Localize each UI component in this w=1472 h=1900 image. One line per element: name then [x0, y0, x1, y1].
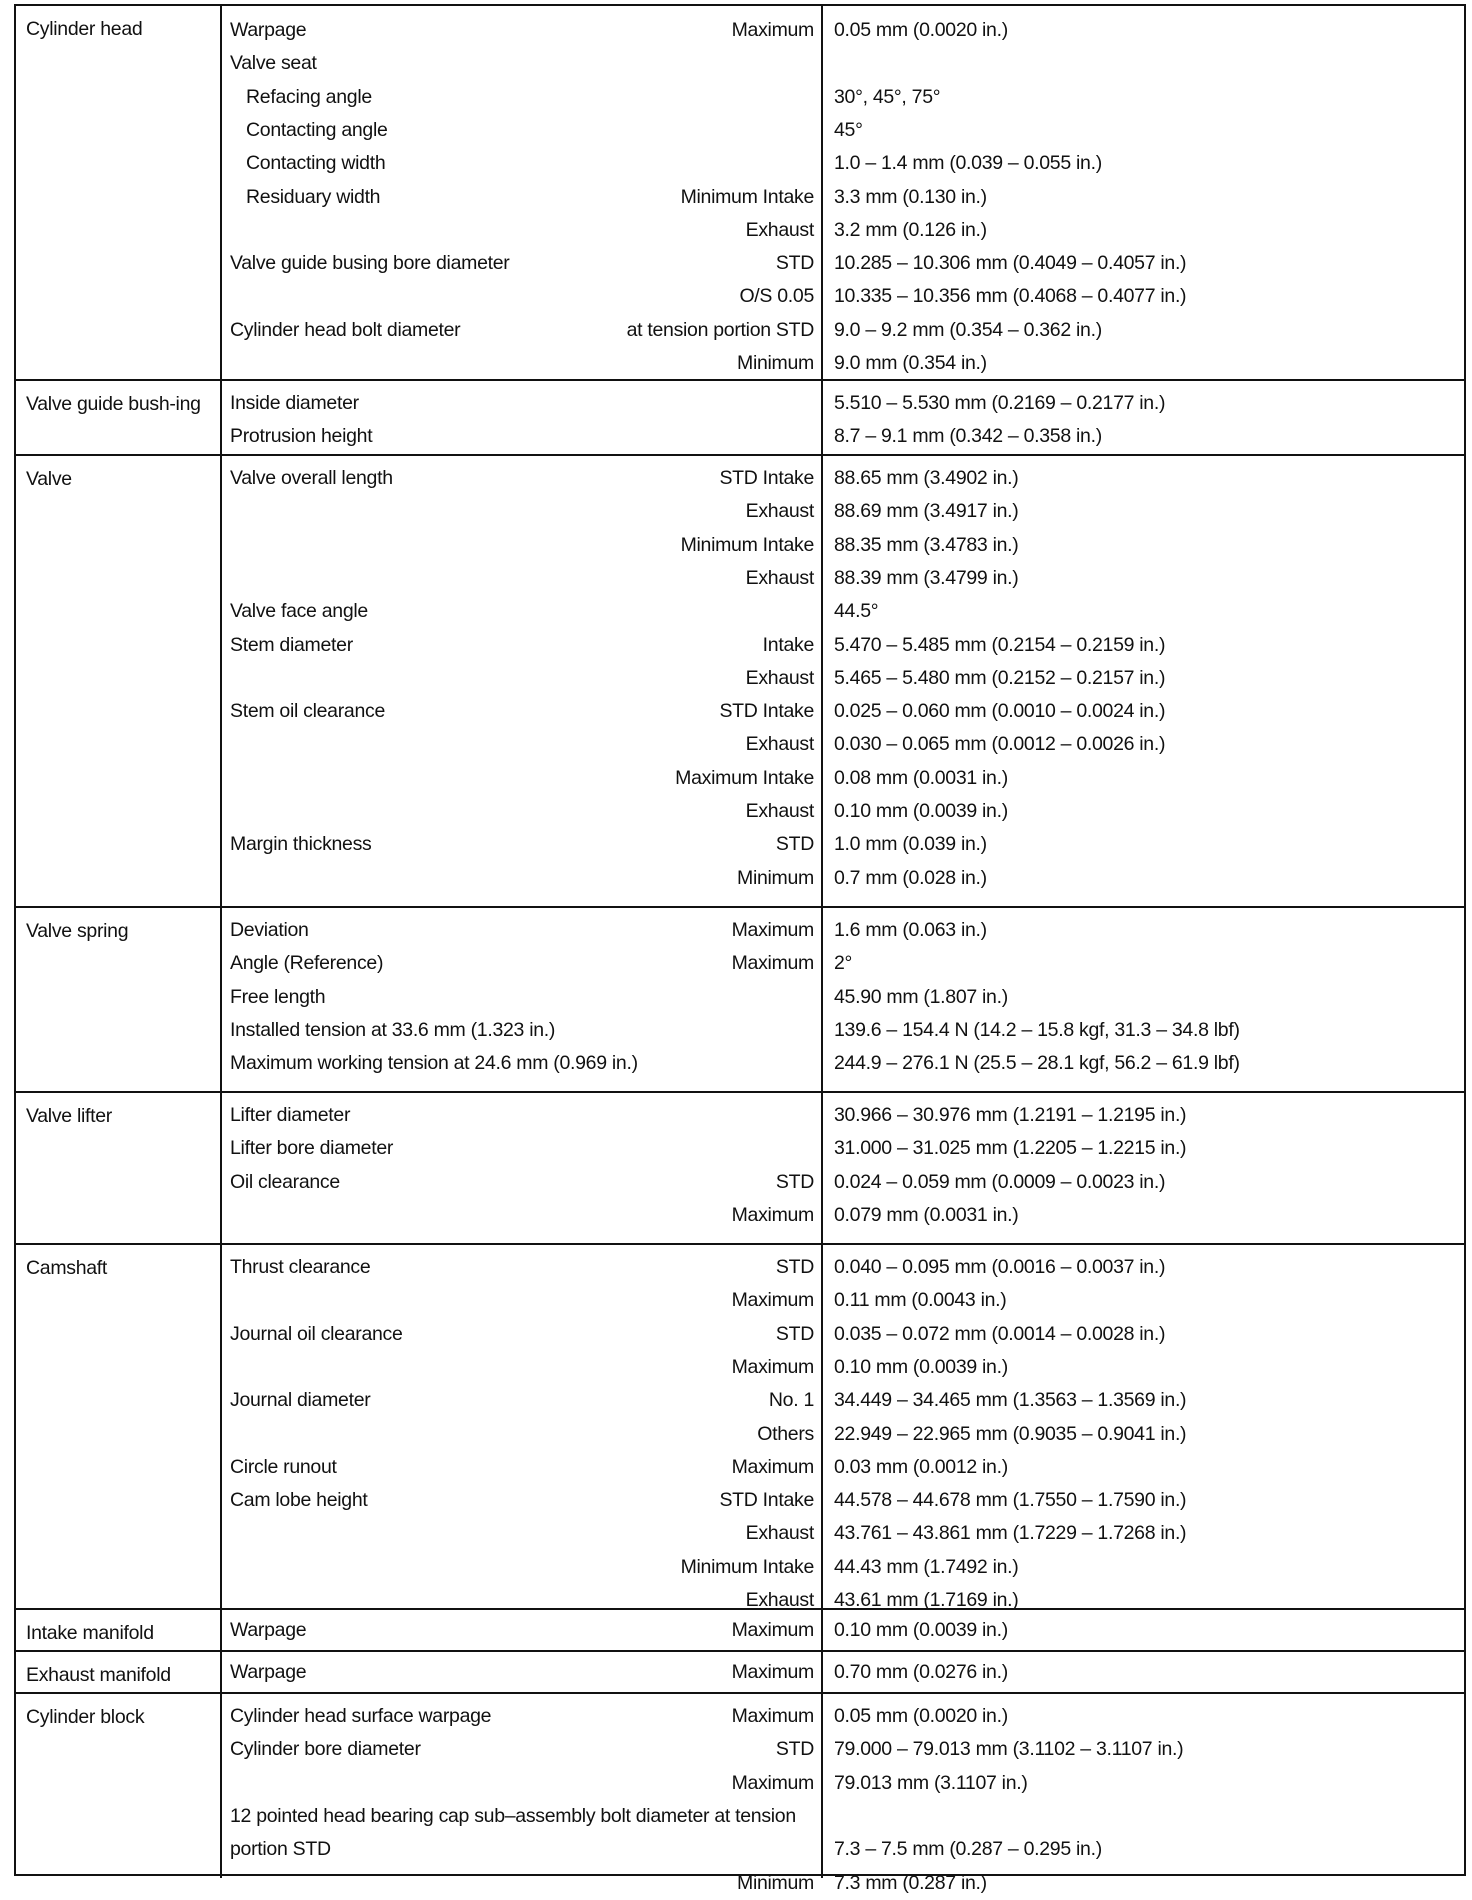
spec-row	[16, 181, 1464, 214]
spec-value: 43.761 – 43.861 mm (1.7229 – 1.7268 in.)	[834, 1522, 1187, 1545]
spec-row	[16, 1251, 1464, 1284]
spec-qualifier: STD Intake	[719, 700, 814, 723]
spec-value: 22.949 – 22.965 mm (0.9035 – 0.9041 in.)	[834, 1422, 1187, 1445]
spec-value: 88.39 mm (3.4799 in.)	[834, 566, 1019, 589]
spec-item: Cylinder bore diameter	[230, 1738, 421, 1761]
spec-item: Inside diameter	[230, 392, 359, 414]
spec-item: Refacing angle	[246, 85, 372, 108]
spec-value: 44.5°	[834, 600, 879, 623]
spec-qualifier: Maximum	[731, 1705, 814, 1727]
spec-qualifier: Exhaust	[745, 1589, 814, 1611]
spec-item: Contacting angle	[246, 118, 388, 141]
spec-item: Circle runout	[230, 1455, 337, 1478]
spec-value: 3.2 mm (0.126 in.)	[834, 218, 987, 241]
spec-value: 0.10 mm (0.0039 in.)	[834, 1355, 1008, 1378]
spec-qualifier: STD	[775, 252, 814, 275]
spec-row	[16, 595, 1464, 628]
spec-row	[16, 762, 1464, 795]
spec-item: Thrust clearance	[230, 1256, 371, 1278]
spec-item: Valve guide busing bore diameter	[230, 252, 510, 275]
spec-section	[16, 1608, 1464, 1650]
spec-value: 9.0 – 9.2 mm (0.354 – 0.362 in.)	[834, 318, 1102, 341]
spec-qualifier: Maximum	[731, 19, 814, 41]
spec-section	[16, 1091, 1464, 1243]
spec-qualifier: Intake	[762, 633, 814, 656]
spec-item: Residuary width	[246, 185, 381, 208]
spec-value: 0.08 mm (0.0031 in.)	[834, 766, 1008, 789]
spec-section	[16, 1650, 1464, 1692]
spec-qualifier: Maximum	[731, 1771, 814, 1794]
spec-value: 88.35 mm (3.4783 in.)	[834, 533, 1019, 556]
spec-value: 0.024 – 0.059 mm (0.0009 – 0.0023 in.)	[834, 1170, 1166, 1193]
spec-section	[16, 906, 1464, 1091]
spec-qualifier: Maximum	[731, 919, 814, 941]
spec-item: Free length	[230, 985, 326, 1008]
spec-value: 5.470 – 5.485 mm (0.2154 – 0.2159 in.)	[834, 633, 1166, 656]
spec-row	[16, 1047, 1464, 1080]
spec-qualifier: STD Intake	[719, 467, 814, 489]
spec-row	[16, 247, 1464, 280]
spec-row	[16, 1384, 1464, 1417]
spec-item: Cylinder head surface warpage	[230, 1705, 492, 1727]
spec-value: 0.05 mm (0.0020 in.)	[834, 1705, 1008, 1727]
spec-qualifier: Exhaust	[745, 666, 814, 689]
spec-row	[16, 629, 1464, 662]
spec-row	[16, 1800, 1464, 1866]
spec-item: Lifter diameter	[230, 1104, 351, 1126]
spec-row	[16, 562, 1464, 595]
spec-row	[16, 529, 1464, 562]
spec-qualifier: Others	[757, 1422, 814, 1445]
spec-value: 0.03 mm (0.0012 in.)	[834, 1455, 1008, 1478]
spec-value: 7.3 – 7.5 mm (0.287 – 0.295 in.)	[834, 1837, 1102, 1860]
spec-value: 10.285 – 10.306 mm (0.4049 – 0.4057 in.)	[834, 252, 1187, 275]
spec-value: 88.65 mm (3.4902 in.)	[834, 467, 1019, 489]
spec-row	[16, 214, 1464, 247]
spec-value: 0.10 mm (0.0039 in.)	[834, 800, 1008, 822]
spec-value: 0.70 mm (0.0276 in.)	[834, 1661, 1008, 1683]
spec-qualifier: Maximum	[731, 1355, 814, 1378]
spec-value: 8.7 – 9.1 mm (0.342 – 0.358 in.)	[834, 425, 1102, 447]
spec-row	[16, 147, 1464, 180]
spec-value: 5.510 – 5.530 mm (0.2169 – 0.2177 in.)	[834, 392, 1166, 414]
spec-row	[16, 1451, 1464, 1484]
spec-value: 31.000 – 31.025 mm (1.2205 – 1.2215 in.)	[834, 1137, 1187, 1160]
spec-row	[16, 1551, 1464, 1584]
spec-item: Protrusion height	[230, 425, 373, 447]
spec-value: 0.05 mm (0.0020 in.)	[834, 19, 1008, 41]
spec-item: Cam lobe height	[230, 1489, 368, 1512]
spec-item: Contacting width	[246, 152, 386, 175]
spec-item: Valve overall length	[230, 467, 393, 489]
spec-item: 12 pointed head bearing cap sub–assembly bolt diameter at tension portion STD	[230, 1804, 796, 1860]
spec-section	[16, 1692, 1464, 1894]
spec-value: 0.079 mm (0.0031 in.)	[834, 1203, 1019, 1226]
spec-value: 0.11 mm (0.0043 in.)	[834, 1289, 1007, 1312]
spec-item: Installed tension at 33.6 mm (1.323 in.)	[230, 1018, 556, 1041]
spec-row	[16, 14, 1464, 47]
spec-qualifier: Exhaust	[745, 800, 814, 822]
spec-value: 244.9 – 276.1 N (25.5 – 28.1 kgf, 56.2 – 61.9 lbf)	[834, 1052, 1240, 1075]
spec-row	[16, 1199, 1464, 1232]
spec-row	[16, 1284, 1464, 1317]
spec-qualifier: STD	[775, 1738, 814, 1761]
spec-qualifier: Exhaust	[745, 566, 814, 589]
spec-item: Valve seat	[230, 52, 317, 75]
spec-item: Maximum working tension at 24.6 mm (0.969 in.)	[230, 1052, 638, 1075]
spec-row	[16, 1700, 1464, 1733]
spec-qualifier: Exhaust	[745, 1522, 814, 1545]
spec-item: Stem oil clearance	[230, 700, 386, 723]
spec-row	[16, 1418, 1464, 1451]
spec-qualifier: STD	[775, 833, 814, 856]
spec-qualifier: Minimum	[737, 352, 814, 374]
spec-row	[16, 47, 1464, 80]
spec-item: Deviation	[230, 919, 309, 941]
spec-qualifier: Minimum Intake	[680, 533, 814, 556]
spec-item: Warpage	[230, 19, 307, 41]
spec-value: 139.6 – 154.4 N (14.2 – 15.8 kgf, 31.3 – 34.8 lbf)	[834, 1018, 1240, 1041]
spec-value: 34.449 – 34.465 mm (1.3563 – 1.3569 in.)	[834, 1389, 1187, 1412]
component-name: Cylinder head	[26, 18, 143, 40]
spec-qualifier: STD Intake	[719, 1489, 814, 1512]
spec-row	[16, 795, 1464, 828]
spec-value: 9.0 mm (0.354 in.)	[834, 352, 987, 374]
spec-qualifier: Exhaust	[745, 218, 814, 241]
spec-qualifier: STD	[775, 1322, 814, 1345]
spec-row	[16, 280, 1464, 313]
spec-row	[16, 114, 1464, 147]
spec-value: 5.465 – 5.480 mm (0.2152 – 0.2157 in.)	[834, 666, 1166, 689]
component-name: Valve guide bush-ing	[26, 393, 201, 415]
spec-value: 0.7 mm (0.028 in.)	[834, 866, 987, 889]
spec-qualifier: Maximum Intake	[675, 766, 814, 789]
spec-value: 79.013 mm (3.1107 in.)	[834, 1771, 1028, 1794]
spec-row	[16, 662, 1464, 695]
spec-qualifier: Minimum	[737, 866, 814, 889]
spec-qualifier: at tension portion STD	[626, 318, 814, 341]
spec-value: 0.10 mm (0.0039 in.)	[834, 1619, 1008, 1641]
component-name: Intake manifold	[26, 1622, 154, 1644]
spec-row	[16, 1656, 1464, 1689]
spec-item: Lifter bore diameter	[230, 1137, 394, 1160]
spec-value: 2°	[834, 952, 853, 975]
spec-qualifier: Exhaust	[745, 500, 814, 523]
spec-row	[16, 1517, 1464, 1550]
spec-value: 3.3 mm (0.130 in.)	[834, 185, 987, 208]
spec-row	[16, 947, 1464, 980]
spec-qualifier: Maximum	[731, 1203, 814, 1226]
spec-row	[16, 981, 1464, 1014]
spec-item: Angle (Reference)	[230, 952, 384, 975]
spec-value: 0.030 – 0.065 mm (0.0012 – 0.0026 in.)	[834, 733, 1166, 756]
spec-row	[16, 387, 1464, 420]
spec-value: 43.61 mm (1.7169 in.)	[834, 1589, 1019, 1611]
spec-qualifier: Maximum	[731, 1455, 814, 1478]
spec-table	[14, 4, 1466, 1894]
spec-row	[16, 1099, 1464, 1132]
spec-value: 1.0 mm (0.039 in.)	[834, 833, 987, 856]
spec-row	[16, 1351, 1464, 1384]
spec-row	[16, 420, 1464, 453]
spec-value: 1.0 – 1.4 mm (0.039 – 0.055 in.)	[834, 152, 1102, 175]
spec-row	[16, 914, 1464, 947]
spec-qualifier: Minimum Intake	[680, 185, 814, 208]
component-name: Cylinder block	[26, 1706, 145, 1728]
spec-item: Margin thickness	[230, 833, 372, 856]
spec-row	[16, 462, 1464, 495]
spec-value: 30°, 45°, 75°	[834, 85, 941, 108]
spec-section	[16, 454, 1464, 906]
spec-value: 88.69 mm (3.4917 in.)	[834, 500, 1019, 523]
spec-qualifier: Maximum	[731, 952, 814, 975]
spec-row	[16, 1132, 1464, 1165]
spec-row	[16, 1767, 1464, 1800]
component-name: Camshaft	[26, 1257, 108, 1279]
spec-section	[16, 6, 1464, 379]
spec-value: 44.43 mm (1.7492 in.)	[834, 1555, 1019, 1578]
spec-qualifier: Maximum	[731, 1661, 814, 1683]
spec-row	[16, 347, 1464, 380]
spec-value: 45°	[834, 118, 863, 141]
spec-value: 30.966 – 30.976 mm (1.2191 – 1.2195 in.)	[834, 1104, 1187, 1126]
spec-qualifier: Maximum	[731, 1619, 814, 1641]
component-name: Valve lifter	[26, 1105, 112, 1127]
spec-qualifier: Exhaust	[745, 733, 814, 756]
spec-item: Valve face angle	[230, 600, 368, 623]
spec-row	[16, 728, 1464, 761]
component-name: Exhaust manifold	[26, 1664, 171, 1686]
spec-qualifier: Minimum	[737, 1871, 814, 1894]
spec-qualifier: Maximum	[731, 1289, 814, 1312]
spec-row	[16, 695, 1464, 728]
spec-row	[16, 1484, 1464, 1517]
spec-value: 0.035 – 0.072 mm (0.0014 – 0.0028 in.)	[834, 1322, 1166, 1345]
spec-qualifier: STD	[775, 1170, 814, 1193]
spec-qualifier: O/S 0.05	[739, 285, 814, 308]
spec-section	[16, 379, 1464, 454]
spec-row	[16, 1733, 1464, 1766]
spec-item: Journal diameter	[230, 1389, 371, 1412]
spec-row	[16, 1318, 1464, 1351]
spec-value: 45.90 mm (1.807 in.)	[834, 985, 1008, 1008]
spec-row	[16, 862, 1464, 895]
spec-item: Warpage	[230, 1661, 307, 1683]
spec-value: 0.040 – 0.095 mm (0.0016 – 0.0037 in.)	[834, 1256, 1166, 1278]
component-name: Valve spring	[26, 920, 129, 942]
spec-row	[16, 1867, 1464, 1900]
component-name: Valve	[26, 468, 72, 490]
spec-item: Oil clearance	[230, 1170, 340, 1193]
spec-item: Stem diameter	[230, 633, 353, 656]
spec-value: 1.6 mm (0.063 in.)	[834, 919, 987, 941]
spec-value: 7.3 mm (0.287 in.)	[834, 1871, 987, 1894]
spec-value: 79.000 – 79.013 mm (3.1102 – 3.1107 in.)	[834, 1738, 1184, 1761]
spec-item: Journal oil clearance	[230, 1322, 403, 1345]
spec-row	[16, 1614, 1464, 1647]
spec-value: 0.025 – 0.060 mm (0.0010 – 0.0024 in.)	[834, 700, 1166, 723]
spec-qualifier: No. 1	[768, 1389, 814, 1412]
spec-item: Warpage	[230, 1619, 307, 1641]
spec-qualifier: Minimum Intake	[680, 1555, 814, 1578]
spec-value: 10.335 – 10.356 mm (0.4068 – 0.4077 in.)	[834, 285, 1187, 308]
spec-value: 44.578 – 44.678 mm (1.7550 – 1.7590 in.)	[834, 1489, 1187, 1512]
spec-row	[16, 314, 1464, 347]
spec-section	[16, 1243, 1464, 1611]
spec-row	[16, 495, 1464, 528]
spec-item: Cylinder head bolt diameter	[230, 318, 461, 341]
spec-qualifier: STD	[775, 1256, 814, 1278]
spec-row	[16, 1166, 1464, 1199]
spec-row	[16, 828, 1464, 861]
spec-row	[16, 1014, 1464, 1047]
spec-row	[16, 81, 1464, 114]
